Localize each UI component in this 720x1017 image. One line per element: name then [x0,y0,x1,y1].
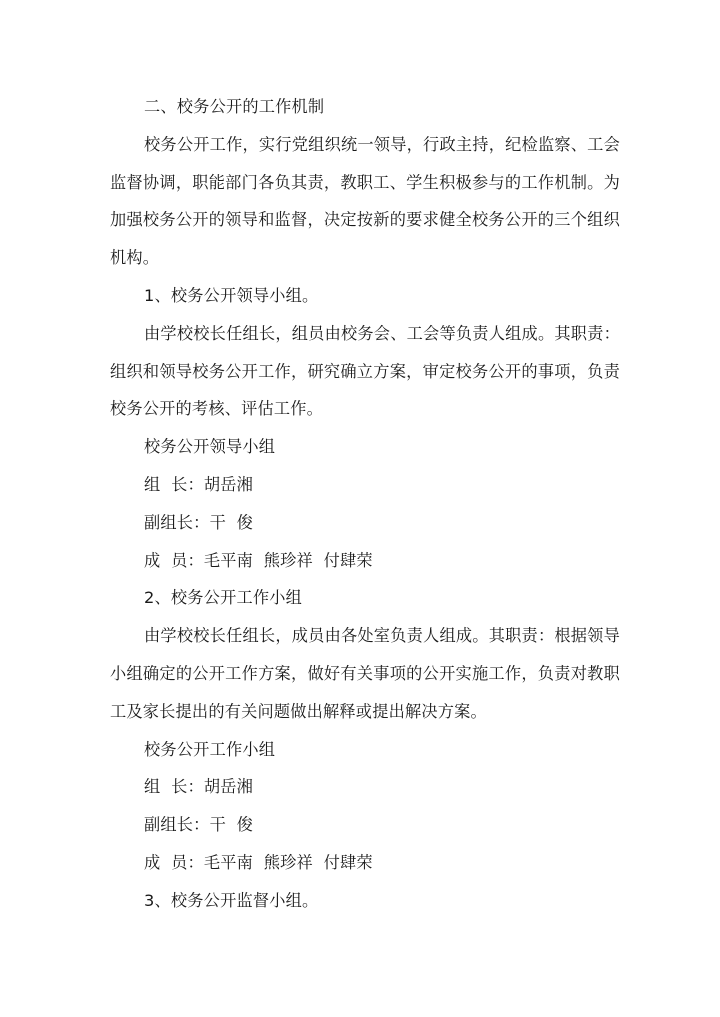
document-body [110,88,620,920]
leadership-group-members: 成 员：毛平南 熊珍祥 付肆荣 [144,550,373,570]
leadership-group-title: 校务公开领导小组 [144,437,276,457]
leadership-group-leader: 组 长：胡岳湘 [144,474,254,494]
subheading-working-group: 2、校务公开工作小组 [144,588,303,608]
section-heading-work-mechanism: 二、校务公开的工作机制 [144,97,325,116]
paragraph-working-duties: 由学校校长任组长，成员由各处室负责人组成。其职责：根据领导小组确定的公开工作方案，做好有关事项的公开实施工作，负责对教职工及家长提出的有关问题做出解释或提出解决方案。 [110,626,620,721]
leadership-group-deputy: 副组长：干 俊 [144,512,254,532]
working-group-title: 校务公开工作小组 [144,739,276,759]
paragraph-work-mechanism: 校务公开工作，实行党组织统一领导，行政主持，纪检监察、工会监督协调，职能部门各负其责，教职工、学生积极参与的工作机制。为加强校务公开的领导和监督，决定按新的要求健全校务公开的三个组织机构。 [110,134,620,268]
working-group-leader: 组 长：胡岳湘 [144,777,254,797]
paragraph-leadership-duties: 由学校校长任组长，组员由校务会、工会等负责人组成。其职责：组织和领导校务公开工作，研究确立方案，审定校务公开的事项，负责校务公开的考核、评估工作。 [110,323,620,419]
subheading-supervision-group: 3、校务公开监督小组。 [144,890,319,910]
working-group-members: 成 员：毛平南 熊珍祥 付肆荣 [144,852,373,872]
subheading-leadership-group: 1、校务公开领导小组。 [144,285,319,305]
working-group-deputy: 副组长：干 俊 [144,815,254,835]
